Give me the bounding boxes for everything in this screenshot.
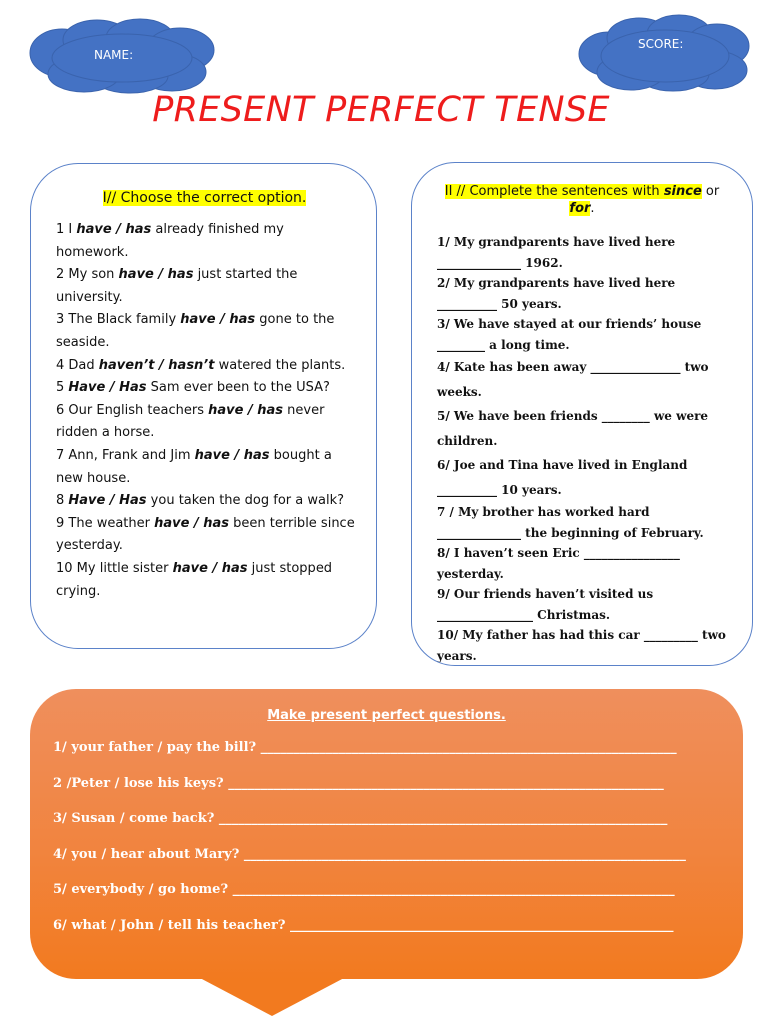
exercise-3-item: 2 /Peter / lose his keys? ___________________________________________________________________: [53, 776, 664, 791]
exercise-1-item-text: 3 The Black family: [56, 312, 181, 328]
exercise-2-item: 5/ We have been friends ________ we were children.: [437, 409, 709, 448]
exercise-1-item-text: been terrible since yesterday.: [56, 515, 355, 554]
exercise-1-item-text: 8: [56, 493, 69, 509]
exercise-1-item-text: 5: [56, 380, 69, 396]
exercise-2-heading-or: or: [701, 184, 720, 199]
cloud-shape: [575, 14, 753, 94]
exercise-2-heading-for: for: [569, 201, 591, 216]
exercise-1-item-text: you taken the dog for a walk?: [146, 493, 344, 509]
exercise-1-item: [56, 513, 356, 558]
exercise-1-item-text: just stopped crying.: [56, 560, 333, 599]
exercise-1-list: [56, 219, 356, 603]
exercise-1-item-text: gone to the seaside.: [56, 312, 335, 350]
exercise-2-heading-end: .: [590, 201, 595, 216]
exercise-3-item: 5/ everybody / go home? ____________________________________________________________________: [53, 882, 675, 897]
score-label: SCORE:: [638, 37, 684, 51]
exercise-1-item-option: Have / Has: [68, 380, 147, 396]
exercise-2-item: 4/ Kate has been away _______________ two weeks.: [437, 360, 709, 399]
exercise-3-item: 4/ you / hear about Mary? ____________________________________________________________________: [53, 847, 686, 862]
exercise-3-item: 6/ what / John / tell his teacher? ___________________________________________________________: [53, 918, 674, 933]
name-cloud: [22, 18, 218, 94]
exercise-3-item: 3/ Susan / come back? _____________________________________________________________________: [53, 811, 668, 826]
exercise-2-item: 7 / My brother has worked hard ______________ the beginning of February.: [437, 505, 704, 540]
exercise-1-item-option: have / has: [76, 222, 152, 237]
exercise-1-item-text: 9 The weather: [56, 515, 155, 531]
exercise-1-item: [56, 490, 356, 513]
exercise-1-item-text: 6 Our English teachers: [56, 402, 209, 418]
exercise-1-item-option: have / has: [172, 560, 248, 576]
exercise-1-item: [56, 219, 356, 264]
exercise-3-box: [30, 689, 743, 979]
exercise-1-item: [56, 264, 356, 309]
exercise-1-item-text: bought a new house.: [56, 447, 332, 486]
exercise-2-box: [411, 162, 753, 666]
exercise-1-heading: [31, 190, 378, 206]
exercise-2-item: 9/ Our friends haven’t visited us ________________ Christmas.: [437, 587, 654, 622]
exercise-1-item-option: have / has: [208, 402, 284, 418]
exercise-1-item: [56, 355, 356, 378]
exercise-2-item: 8/ I haven’t seen Eric ________________ yesterday.: [437, 546, 680, 581]
exercise-1-item: [56, 309, 356, 354]
exercise-1-item: [56, 558, 356, 603]
exercise-3-item: 1/ your father / pay the bill? ________________________________________________________________: [53, 740, 677, 755]
exercise-1-item-option: have / has: [180, 312, 256, 328]
exercise-1-item-text: Sam ever been to the USA?: [146, 380, 330, 396]
exercise-3-heading: Make present perfect questions.: [267, 708, 506, 723]
exercise-1-item-text: 1 I: [56, 222, 77, 237]
exercise-1-heading-text: I// Choose the correct option.: [102, 190, 307, 206]
exercise-2-item: 6/ Joe and Tina have lived in England __________ 10 years.: [437, 458, 688, 497]
exercise-1-item: [56, 400, 356, 445]
worksheet-title: PRESENT PERFECT TENSE: [152, 90, 610, 130]
name-label: NAME:: [94, 48, 134, 62]
exercise-1-item-option: haven’t / hasn’t: [98, 357, 215, 373]
exercise-1-item-option: have / has: [194, 447, 270, 463]
exercise-2-item: 10/ My father has had this car _________ two years.: [437, 628, 726, 663]
exercise-1-item-option: have / has: [154, 515, 230, 531]
exercise-2-item: 3/ We have stayed at our friends’ house ________ a long time.: [437, 317, 702, 352]
exercise-1-item: [56, 445, 356, 490]
exercise-1-item-text: never ridden a horse.: [56, 402, 325, 441]
exercise-2-item: 2/ My grandparents have lived here __________ 50 years.: [437, 276, 676, 311]
exercise-2-heading-since: since: [663, 184, 702, 199]
exercise-1-item-text: 2 My son: [56, 267, 119, 283]
exercise-1-item: [56, 377, 356, 400]
exercise-1-item-text: 4 Dad: [56, 357, 99, 373]
exercise-1-box: [30, 163, 377, 649]
exercise-2-item: 1/ My grandparents have lived here ______________ 1962.: [437, 235, 676, 270]
exercise-3-pointer: [200, 978, 344, 1016]
exercise-1-item-text: already finished my homework.: [56, 222, 284, 260]
exercise-2-heading: [432, 183, 732, 217]
exercise-1-item-option: have / has: [118, 267, 194, 283]
exercise-1-item-text: just started the university.: [56, 267, 298, 305]
exercise-1-item-text: watered the plants.: [214, 357, 346, 373]
exercise-2-list: [437, 232, 737, 666]
exercise-1-item-text: 7 Ann, Frank and Jim: [56, 447, 195, 463]
exercise-1-item-option: Have / Has: [68, 493, 147, 509]
exercise-1-item-text: 10 My little sister: [56, 560, 173, 576]
score-cloud: [575, 14, 753, 94]
exercise-2-heading-pre: II // Complete the sentences with: [444, 184, 664, 199]
